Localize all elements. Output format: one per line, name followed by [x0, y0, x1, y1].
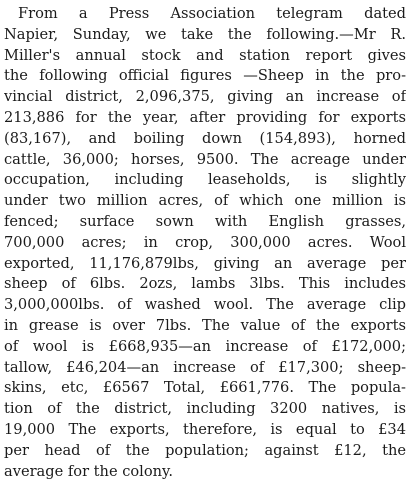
article-line: Napier, Sunday, we take the following.—Mr R.	[4, 25, 406, 43]
article-line: 700,000 acres; in crop, 300,000 acres. Wool	[4, 233, 406, 251]
article-line: (83,167), and boiling down (154,893), horned	[4, 129, 406, 147]
newspaper-article	[4, 4, 406, 482]
article-line: 213,886 for the year, after providing for exports	[4, 108, 406, 126]
article-line: occupation, including leaseholds, is slightly	[4, 171, 406, 189]
article-line: under two million acres, of which one million is	[4, 192, 406, 210]
article-line: Miller's annual stock and station report gives	[4, 46, 406, 64]
article-line: in grease is over 7lbs. The value of the exports	[4, 316, 406, 334]
article-line: cattle, 36,000; horses, 9500. The acreage under	[4, 150, 406, 168]
article-line: tallow, £46,204—an increase of £17,300; sheep-	[4, 358, 406, 376]
article-line: vincial district, 2,096,375, giving an increase of	[4, 88, 406, 106]
article-line: of wool is £668,935—an increase of £172,000;	[4, 337, 406, 355]
article-line: the following official figures —Sheep in the pro-	[4, 67, 406, 85]
article-line: average for the colony.	[4, 462, 173, 480]
article-line: fenced; surface sown with English grasses,	[4, 212, 406, 230]
article-line: 3,000,000lbs. of washed wool. The average clip	[4, 296, 406, 314]
article-line: tion of the district, including 3200 natives, is	[4, 400, 406, 418]
article-line: exported, 11,176,879lbs, giving an average per	[4, 254, 406, 272]
article-line: skins, etc, £6567 Total, £661,776. The popula-	[4, 379, 406, 397]
article-line: From a Press Association telegram dated	[18, 5, 406, 22]
article-line: per head of the population; against £12, the	[4, 441, 406, 459]
article-line: 19,000 The exports, therefore, is equal to £34	[4, 420, 406, 438]
article-line: sheep of 6lbs. 2ozs, lambs 3lbs. This includes	[4, 275, 406, 293]
